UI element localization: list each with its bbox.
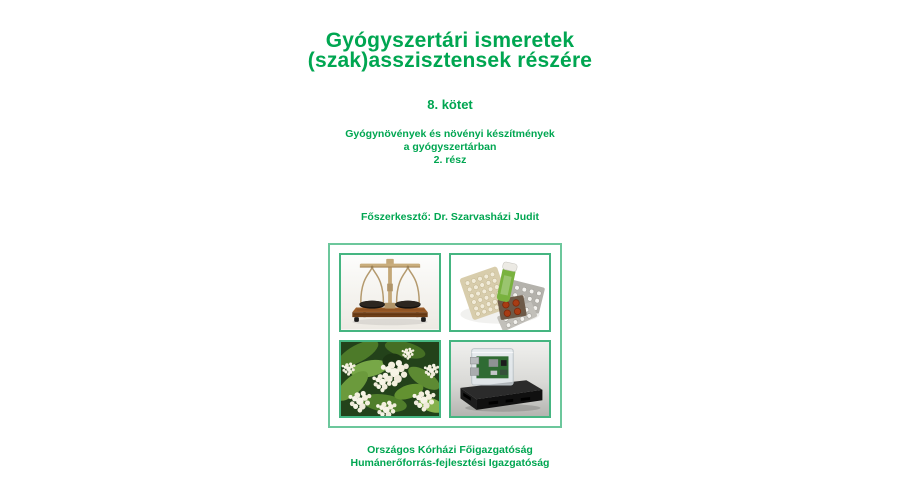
- publisher-footer: [0, 444, 900, 470]
- photo-flowering-herb: [339, 340, 441, 419]
- electronic-device-image: [451, 342, 549, 417]
- editor-line: Főszerkesztő: Dr. Szarvasházi Judit: [361, 211, 539, 223]
- flowering-herb-image: [341, 342, 439, 417]
- photo-balance-scale: [339, 253, 441, 332]
- book-subtitle: [0, 128, 900, 167]
- book-subtitle-line1: Gyógynövények és növényi készítmények: [345, 128, 555, 140]
- book-title-line2: (szak)asszisztensek részére: [307, 49, 593, 72]
- book-title-line1: Gyógyszertári ismeretek: [325, 29, 575, 52]
- volume-label: 8. kötet: [427, 97, 473, 112]
- pill-blisters-image: [451, 255, 549, 330]
- publisher-footer-line1: Országos Kórházi Főigazgatóság: [367, 444, 533, 456]
- cover-photo-grid: [328, 243, 562, 428]
- book-subtitle-line3: 2. rész: [433, 154, 467, 166]
- book-title: [0, 31, 900, 71]
- photo-electronic-device: [449, 340, 551, 419]
- book-subtitle-line2: a gyógyszertárban: [403, 141, 497, 153]
- publisher-footer-line2: Humánerőforrás-fejlesztési Igazgatóság: [350, 457, 550, 469]
- balance-scale-image: [341, 255, 439, 330]
- photo-pill-blisters: [449, 253, 551, 332]
